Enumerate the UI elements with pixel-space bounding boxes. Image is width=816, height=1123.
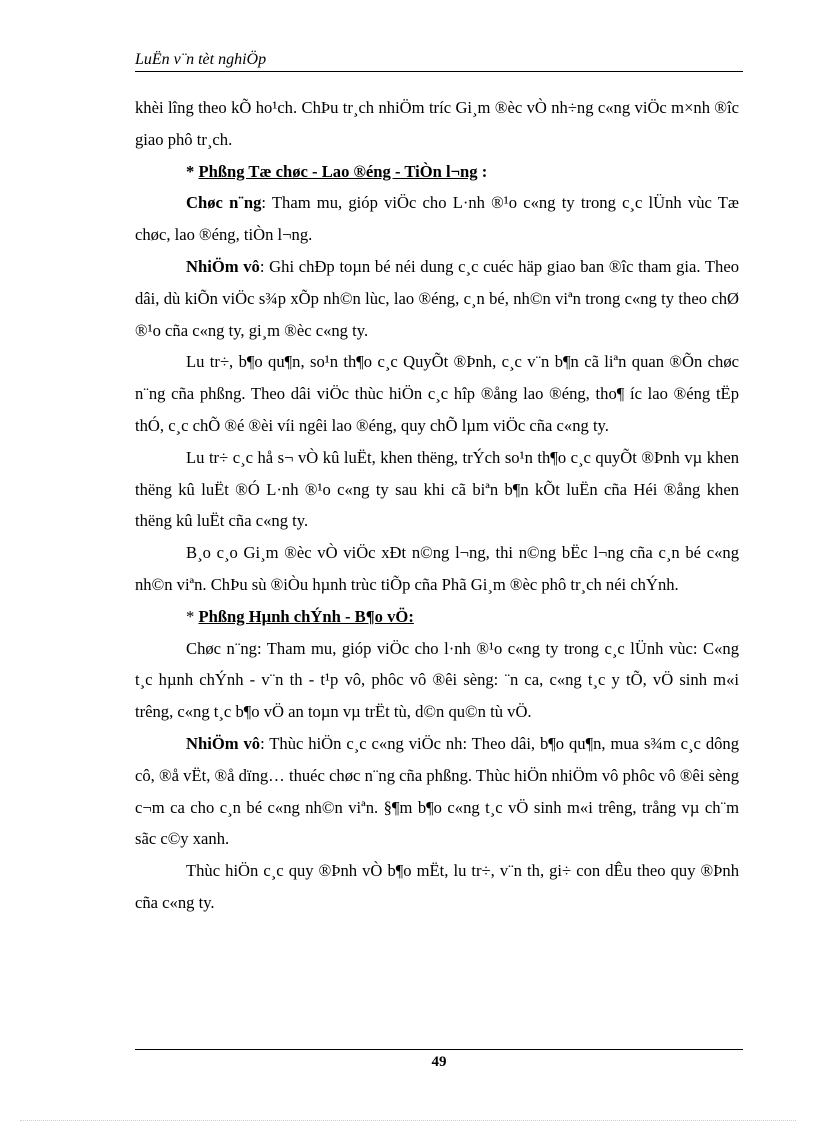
section-title: Phßng Tæ chøc - Lao ®éng - TiÒn l¬ng	[198, 161, 478, 181]
paragraph-text: : Ghi chÐp toµn bé néi dung c¸c cuéc häp giao ban ®îc tham gia. Theo dâi, dù kiÕn viÖc s¾p xÕp nh©n lùc, lao ®éng, c¸n bé, nh©n viªn trong c«ng ty theo chØ ®¹o cña c«ng ty, gi¸m ®èc c«ng ty.	[135, 256, 739, 340]
paragraph-text: : Thùc hiÖn c¸c c«ng viÖc nh: Theo dâi, b¶o qu¶n, mua s¾m c¸c dông cô, ®å vËt, ®å dïng… thuéc chøc n¨ng cña phßng. Thùc hiÖn nhiÖm vô phôc vô ®êi sèng c¬m ca cho c¸n bé c«ng nh©n viªn. §¶m b¶o c«ng t¸c vÖ sinh m«i trêng, trång vµ ch¨m sãc c©y xanh.	[135, 733, 740, 849]
page-edge-divider	[20, 1120, 796, 1121]
paragraph-continuation: khèi lîng theo kÕ ho¹ch. ChÞu tr¸ch nhiÖm tríc Gi¸m ®èc vÒ nh÷ng c«ng viÖc m×nh ®îc giao phô tr¸ch.	[135, 98, 739, 149]
section-suffix: :	[477, 161, 488, 181]
footer-rule	[135, 1049, 743, 1050]
paragraph-label: NhiÖm vô	[186, 256, 260, 276]
document-header: LuËn v¨n tèt nghiÖp	[135, 51, 267, 68]
section-heading-admin	[135, 601, 739, 633]
paragraph-admin-function: Chøc n¨ng: Tham mu, gióp viÖc cho l·nh ®¹o c«ng ty trong c¸c lÜnh vùc: C«ng t¸c hµnh chÝnh - v¨n th - t¹p vô, phôc vô ®êi sèng: ¨n ca, c«ng t¸c y tÕ, vÖ sinh m«i trêng, c«ng t¸c b¶o vÖ an toµn vµ trËt tù, d©n qu©n tù vÖ.	[135, 638, 739, 722]
paragraph-admin-duties	[135, 728, 739, 855]
paragraph-report: B¸o c¸o Gi¸m ®èc vÒ viÖc xÐt n©ng l¬ng, thi n©ng bËc l¬ng cña c¸n bé c«ng nh©n viªn. ChÞu sù ®iÒu hµnh trùc tiÕp cña Phã Gi¸m ®èc phô tr¸ch néi chÝnh.	[135, 543, 739, 594]
paragraph-discipline: Lu tr÷ c¸c hå s¬ vÒ kû luËt, khen thëng, trÝch so¹n th¶o c¸c quyÕt ®Þnh vµ khen thëng kû luËt ®Ó L·nh ®¹o c«ng ty sau khi cã biªn b¶n kÕt luËn cña Héi ®ång khen thëng kû luËt cña c«ng ty.	[135, 447, 739, 531]
paragraph-function	[135, 187, 739, 251]
page-number: 49	[431, 1054, 447, 1070]
page-body	[135, 92, 739, 919]
paragraph-duties	[135, 251, 739, 346]
section-prefix: *	[186, 161, 199, 181]
section-prefix: *	[186, 606, 199, 626]
paragraph-label: Chøc n¨ng	[186, 193, 262, 213]
paragraph-records: Lu tr÷, b¶o qu¶n, so¹n th¶o c¸c QuyÕt ®Þnh, c¸c v¨n b¶n cã liªn quan ®Õn chøc n¨ng cña phßng. Theo dâi viÖc thùc hiÖn c¸c hîp ®ång lao ®éng, tho¶ íc lao ®éng tËp thÓ, c¸c chÕ ®é ®èi víi ngêi lao ®éng, quy chÕ lµm viÖc cña c«ng ty.	[135, 352, 739, 435]
paragraph-text: : Tham mu, gióp viÖc cho L·nh ®¹o c«ng ty trong c¸c lÜnh vùc Tæ chøc, lao ®éng, tiÒn l¬ng.	[135, 193, 739, 245]
paragraph-label: NhiÖm vô	[186, 733, 261, 753]
section-title: Phßng Hµnh chÝnh - B¶o vÖ:	[198, 606, 414, 626]
section-heading-personnel	[135, 156, 739, 188]
paragraph-security: Thùc hiÖn c¸c quy ®Þnh vÒ b¶o mËt, lu tr÷, v¨n th, gi÷ con dÊu theo quy ®Þnh cña c«ng ty.	[135, 861, 739, 912]
header-rule	[135, 71, 743, 72]
